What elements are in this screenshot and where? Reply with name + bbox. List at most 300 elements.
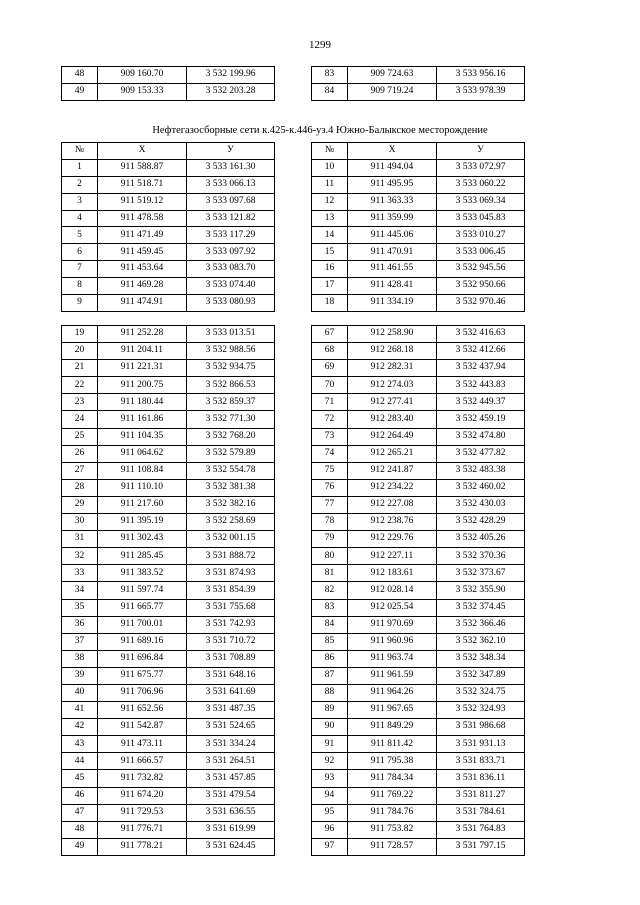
coordinate-y: 3 531 457.85 <box>187 770 275 787</box>
coordinate-y: 3 531 888.72 <box>187 548 275 565</box>
coordinate-x: 911 470.91 <box>348 244 437 261</box>
coordinate-y: 3 532 381.38 <box>187 479 275 496</box>
coordinate-x: 911 217.60 <box>98 496 187 513</box>
point-number: 23 <box>62 394 98 411</box>
point-number: 75 <box>312 462 348 479</box>
coordinate-y: 3 531 487.35 <box>187 702 275 719</box>
coordinate-y: 3 531 986.68 <box>437 719 525 736</box>
point-number: 14 <box>312 227 348 244</box>
table-row <box>312 295 525 312</box>
table-row <box>312 684 525 701</box>
table-row <box>312 326 525 343</box>
point-number: 20 <box>62 343 98 360</box>
table-row <box>312 377 525 394</box>
point-number: 83 <box>312 599 348 616</box>
table-row <box>62 445 275 462</box>
table-row <box>62 599 275 616</box>
coordinate-x: 912 028.14 <box>348 582 437 599</box>
coordinate-y: 3 532 449.37 <box>437 394 525 411</box>
point-number: 31 <box>62 531 98 548</box>
table-row <box>62 770 275 787</box>
table-row <box>312 176 525 193</box>
point-number: 86 <box>312 650 348 667</box>
coordinate-x: 911 769.22 <box>348 787 437 804</box>
point-number: 8 <box>62 278 98 295</box>
coordinate-x: 911 471.49 <box>98 227 187 244</box>
coordinate-x: 911 778.21 <box>98 838 187 855</box>
coordinates-table-left <box>61 142 275 312</box>
table-row <box>62 684 275 701</box>
coordinate-y: 3 531 636.55 <box>187 804 275 821</box>
coordinate-x: 912 227.11 <box>348 548 437 565</box>
coordinate-y: 3 532 477.82 <box>437 445 525 462</box>
point-number: 71 <box>312 394 348 411</box>
table-row <box>312 84 525 101</box>
coordinate-x: 911 728.57 <box>348 838 437 855</box>
top-right-table <box>311 66 525 101</box>
coordinate-y: 3 533 069.34 <box>437 193 525 210</box>
coordinate-x: 911 474.91 <box>98 295 187 312</box>
coordinate-x: 909 160.70 <box>98 67 187 84</box>
coordinate-x: 911 795.38 <box>348 753 437 770</box>
point-number: 1 <box>62 159 98 176</box>
coordinate-y: 3 531 784.61 <box>437 804 525 821</box>
point-number: 18 <box>312 295 348 312</box>
table-row <box>312 496 525 513</box>
point-number: 32 <box>62 548 98 565</box>
table-row <box>62 377 275 394</box>
coordinate-y: 3 532 373.67 <box>437 565 525 582</box>
table-row <box>62 227 275 244</box>
point-number: 6 <box>62 244 98 261</box>
coordinate-y: 3 531 334.24 <box>187 736 275 753</box>
column-header-x: X <box>98 143 187 160</box>
point-number: 95 <box>312 804 348 821</box>
coordinate-x: 911 495.95 <box>348 176 437 193</box>
point-number: 70 <box>312 377 348 394</box>
coordinate-y: 3 532 366.46 <box>437 616 525 633</box>
table-row <box>312 582 525 599</box>
point-number: 39 <box>62 667 98 684</box>
coordinate-y: 3 532 348.34 <box>437 650 525 667</box>
coordinate-x: 912 283.40 <box>348 411 437 428</box>
coordinate-x: 911 960.96 <box>348 633 437 650</box>
page-number: 1299 <box>309 39 331 51</box>
point-number: 47 <box>62 804 98 821</box>
coordinate-x: 911 428.41 <box>348 278 437 295</box>
coordinate-x: 911 689.16 <box>98 633 187 650</box>
point-number: 21 <box>62 360 98 377</box>
coordinate-y: 3 531 764.83 <box>437 821 525 838</box>
point-number: 19 <box>62 326 98 343</box>
coordinate-x: 911 453.64 <box>98 261 187 278</box>
column-header-y: У <box>437 143 525 160</box>
table-row <box>62 411 275 428</box>
table-row <box>62 244 275 261</box>
table-row <box>62 582 275 599</box>
point-number: 82 <box>312 582 348 599</box>
table-row <box>62 736 275 753</box>
table-row <box>62 193 275 210</box>
column-header-y: У <box>187 143 275 160</box>
coordinate-x: 909 153.33 <box>98 84 187 101</box>
table-row <box>62 360 275 377</box>
coordinate-x: 912 258.90 <box>348 326 437 343</box>
coordinate-y: 3 533 060.22 <box>437 176 525 193</box>
point-number: 7 <box>62 261 98 278</box>
point-number: 77 <box>312 496 348 513</box>
table-row <box>312 278 525 295</box>
coordinate-x: 911 961.59 <box>348 667 437 684</box>
coordinate-x: 911 849.29 <box>348 719 437 736</box>
point-number: 41 <box>62 702 98 719</box>
point-number: 67 <box>312 326 348 343</box>
coordinate-y: 3 533 010.27 <box>437 227 525 244</box>
coordinate-y: 3 532 483.38 <box>437 462 525 479</box>
point-number: 49 <box>62 838 98 855</box>
point-number: 27 <box>62 462 98 479</box>
point-number: 3 <box>62 193 98 210</box>
coordinate-y: 3 532 945.56 <box>437 261 525 278</box>
coordinate-x: 911 302.43 <box>98 531 187 548</box>
point-number: 24 <box>62 411 98 428</box>
point-number: 91 <box>312 736 348 753</box>
table-row <box>312 531 525 548</box>
coordinate-y: 3 532 934.75 <box>187 360 275 377</box>
coordinate-y: 3 531 710.72 <box>187 633 275 650</box>
table-row <box>62 278 275 295</box>
coordinate-x: 912 274.03 <box>348 377 437 394</box>
coordinate-x: 911 518.71 <box>98 176 187 193</box>
coordinate-y: 3 533 121.82 <box>187 210 275 227</box>
point-number: 33 <box>62 565 98 582</box>
point-number: 22 <box>62 377 98 394</box>
coordinate-y: 3 532 362.10 <box>437 633 525 650</box>
coordinate-x: 911 473.11 <box>98 736 187 753</box>
coordinate-y: 3 532 347.89 <box>437 667 525 684</box>
coordinate-y: 3 531 641.69 <box>187 684 275 701</box>
coordinate-x: 911 597.74 <box>98 582 187 599</box>
point-number: 87 <box>312 667 348 684</box>
table-row <box>312 210 525 227</box>
table-row <box>62 702 275 719</box>
table-row <box>312 394 525 411</box>
table-row <box>62 650 275 667</box>
table-row <box>312 479 525 496</box>
table-row <box>312 804 525 821</box>
coordinate-x: 911 252.28 <box>98 326 187 343</box>
coordinate-y: 3 531 874.93 <box>187 565 275 582</box>
point-number: 34 <box>62 582 98 599</box>
coordinate-x: 911 542.87 <box>98 719 187 736</box>
point-number: 72 <box>312 411 348 428</box>
table-row <box>62 176 275 193</box>
table-row <box>62 462 275 479</box>
point-number: 29 <box>62 496 98 513</box>
point-number: 42 <box>62 719 98 736</box>
coordinate-y: 3 532 988.56 <box>187 343 275 360</box>
coordinates-table-right <box>311 142 525 312</box>
coordinate-x: 911 666.57 <box>98 753 187 770</box>
coordinate-y: 3 532 374.45 <box>437 599 525 616</box>
table-row <box>62 295 275 312</box>
coordinate-x: 911 395.19 <box>98 514 187 531</box>
table-row <box>312 428 525 445</box>
point-number: 83 <box>312 67 348 84</box>
coordinate-y: 3 531 811.27 <box>437 787 525 804</box>
point-number: 93 <box>312 770 348 787</box>
coordinate-x: 911 445.06 <box>348 227 437 244</box>
coordinate-y: 3 532 859.37 <box>187 394 275 411</box>
table-row <box>62 753 275 770</box>
coordinate-y: 3 531 854.39 <box>187 582 275 599</box>
coordinate-y: 3 532 199.96 <box>187 67 275 84</box>
point-number: 43 <box>62 736 98 753</box>
coordinate-x: 909 724.63 <box>348 67 437 84</box>
coordinate-x: 911 469.28 <box>98 278 187 295</box>
coordinate-y: 3 532 970.46 <box>437 295 525 312</box>
coordinate-y: 3 532 866.53 <box>187 377 275 394</box>
point-number: 96 <box>312 821 348 838</box>
point-number: 84 <box>312 616 348 633</box>
coordinate-x: 911 753.82 <box>348 821 437 838</box>
table-row <box>62 210 275 227</box>
coordinate-y: 3 532 443.83 <box>437 377 525 394</box>
table-row <box>62 67 275 84</box>
table-row <box>312 193 525 210</box>
table-row <box>312 261 525 278</box>
coordinate-x: 911 967.65 <box>348 702 437 719</box>
coordinate-y: 3 533 097.68 <box>187 193 275 210</box>
coordinate-y: 3 533 074.40 <box>187 278 275 295</box>
coordinate-x: 911 729.53 <box>98 804 187 821</box>
section-title: Нефтегазосборные сети к.425-к.446-уз.4 Южно-Балыкское месторождение <box>152 125 488 136</box>
table-row <box>312 159 525 176</box>
coordinate-y: 3 532 382.16 <box>187 496 275 513</box>
table-row <box>312 227 525 244</box>
table-row <box>62 838 275 855</box>
coordinate-x: 911 285.45 <box>98 548 187 565</box>
point-number: 13 <box>312 210 348 227</box>
coordinate-x: 911 776.71 <box>98 821 187 838</box>
coordinate-x: 909 719.24 <box>348 84 437 101</box>
coordinate-y: 3 531 524.65 <box>187 719 275 736</box>
point-number: 49 <box>62 84 98 101</box>
point-number: 35 <box>62 599 98 616</box>
point-number: 5 <box>62 227 98 244</box>
point-number: 76 <box>312 479 348 496</box>
coordinate-x: 911 970.69 <box>348 616 437 633</box>
point-number: 25 <box>62 428 98 445</box>
column-header-number: № <box>312 143 348 160</box>
coordinate-y: 3 532 416.63 <box>437 326 525 343</box>
coordinate-y: 3 533 006.45 <box>437 244 525 261</box>
coordinate-x: 912 234.22 <box>348 479 437 496</box>
coordinate-y: 3 532 437.94 <box>437 360 525 377</box>
coordinate-x: 911 674.20 <box>98 787 187 804</box>
point-number: 85 <box>312 633 348 650</box>
coordinate-x: 911 811.42 <box>348 736 437 753</box>
point-number: 2 <box>62 176 98 193</box>
coordinate-x: 911 706.96 <box>98 684 187 701</box>
coordinate-y: 3 532 428.29 <box>437 514 525 531</box>
table-row <box>312 67 525 84</box>
point-number: 11 <box>312 176 348 193</box>
coordinate-x: 911 461.55 <box>348 261 437 278</box>
coordinate-y: 3 532 771.30 <box>187 411 275 428</box>
bottom-right-table <box>311 325 525 856</box>
coordinate-x: 911 359.99 <box>348 210 437 227</box>
coordinate-x: 911 732.82 <box>98 770 187 787</box>
coordinate-x: 911 104.35 <box>98 428 187 445</box>
point-number: 46 <box>62 787 98 804</box>
coordinate-x: 912 227.08 <box>348 496 437 513</box>
table-row <box>312 565 525 582</box>
table-row <box>62 343 275 360</box>
table-row <box>312 514 525 531</box>
coordinate-y: 3 532 554.78 <box>187 462 275 479</box>
coordinate-x: 911 519.12 <box>98 193 187 210</box>
coordinate-x: 911 110.10 <box>98 479 187 496</box>
point-number: 48 <box>62 67 98 84</box>
coordinate-x: 911 588.87 <box>98 159 187 176</box>
table-row <box>62 496 275 513</box>
coordinate-y: 3 532 324.75 <box>437 684 525 701</box>
coordinate-y: 3 533 956.16 <box>437 67 525 84</box>
point-number: 88 <box>312 684 348 701</box>
table-row <box>312 702 525 719</box>
coordinate-y: 3 532 768.20 <box>187 428 275 445</box>
point-number: 26 <box>62 445 98 462</box>
point-number: 10 <box>312 159 348 176</box>
table-row <box>62 394 275 411</box>
table-row <box>312 821 525 838</box>
table-row <box>312 599 525 616</box>
table-row <box>62 804 275 821</box>
coordinate-y: 3 533 045.83 <box>437 210 525 227</box>
point-number: 17 <box>312 278 348 295</box>
coordinate-y: 3 533 117.29 <box>187 227 275 244</box>
point-number: 92 <box>312 753 348 770</box>
table-row <box>312 838 525 855</box>
point-number: 38 <box>62 650 98 667</box>
coordinate-y: 3 532 258.69 <box>187 514 275 531</box>
point-number: 40 <box>62 684 98 701</box>
coordinate-x: 911 784.76 <box>348 804 437 821</box>
table-row <box>62 548 275 565</box>
coordinate-x: 911 665.77 <box>98 599 187 616</box>
coordinate-y: 3 532 405.26 <box>437 531 525 548</box>
coordinate-x: 911 204.11 <box>98 343 187 360</box>
top-left-table <box>61 66 275 101</box>
point-number: 90 <box>312 719 348 736</box>
table-row <box>62 261 275 278</box>
coordinate-y: 3 531 619.99 <box>187 821 275 838</box>
coordinate-x: 911 478.58 <box>98 210 187 227</box>
coordinate-y: 3 531 708.89 <box>187 650 275 667</box>
coordinate-y: 3 531 479.54 <box>187 787 275 804</box>
coordinate-y: 3 533 072.97 <box>437 159 525 176</box>
table-row <box>62 326 275 343</box>
coordinate-y: 3 533 013.51 <box>187 326 275 343</box>
coordinate-x: 911 108.84 <box>98 462 187 479</box>
table-row <box>312 787 525 804</box>
point-number: 84 <box>312 84 348 101</box>
bottom-left-table <box>61 325 275 856</box>
table-row <box>312 736 525 753</box>
coordinate-y: 3 533 978.39 <box>437 84 525 101</box>
table-row <box>312 719 525 736</box>
coordinate-x: 912 229.76 <box>348 531 437 548</box>
coordinate-y: 3 531 264.51 <box>187 753 275 770</box>
coordinate-y: 3 532 355.90 <box>437 582 525 599</box>
table-row <box>62 719 275 736</box>
coordinate-x: 911 963.74 <box>348 650 437 667</box>
coordinate-x: 912 238.76 <box>348 514 437 531</box>
column-header-number: № <box>62 143 98 160</box>
table-row <box>62 633 275 650</box>
coordinate-y: 3 533 080.93 <box>187 295 275 312</box>
coordinate-x: 911 200.75 <box>98 377 187 394</box>
coordinate-y: 3 532 203.28 <box>187 84 275 101</box>
point-number: 69 <box>312 360 348 377</box>
table-row <box>312 633 525 650</box>
coordinate-x: 911 964.26 <box>348 684 437 701</box>
table-row <box>62 428 275 445</box>
point-number: 15 <box>312 244 348 261</box>
table-row <box>62 787 275 804</box>
coordinate-x: 911 696.84 <box>98 650 187 667</box>
coordinate-y: 3 531 931.13 <box>437 736 525 753</box>
point-number: 9 <box>62 295 98 312</box>
coordinate-y: 3 533 066.13 <box>187 176 275 193</box>
coordinate-y: 3 533 161.30 <box>187 159 275 176</box>
coordinate-x: 911 675.77 <box>98 667 187 684</box>
coordinate-x: 911 459.45 <box>98 244 187 261</box>
table-row <box>312 650 525 667</box>
table-row <box>312 360 525 377</box>
table-row <box>62 84 275 101</box>
point-number: 28 <box>62 479 98 496</box>
point-number: 37 <box>62 633 98 650</box>
coordinate-x: 911 383.52 <box>98 565 187 582</box>
table-row <box>312 462 525 479</box>
point-number: 79 <box>312 531 348 548</box>
coordinate-y: 3 532 324.93 <box>437 702 525 719</box>
point-number: 80 <box>312 548 348 565</box>
table-row <box>312 445 525 462</box>
table-row <box>62 159 275 176</box>
coordinate-y: 3 532 370.36 <box>437 548 525 565</box>
coordinate-x: 911 221.31 <box>98 360 187 377</box>
coordinate-x: 911 064.62 <box>98 445 187 462</box>
coordinate-x: 912 282.31 <box>348 360 437 377</box>
table-row <box>312 244 525 261</box>
coordinate-y: 3 532 460.02 <box>437 479 525 496</box>
coordinate-y: 3 531 742.93 <box>187 616 275 633</box>
point-number: 45 <box>62 770 98 787</box>
point-number: 94 <box>312 787 348 804</box>
coordinate-x: 911 784.34 <box>348 770 437 787</box>
table-row <box>312 667 525 684</box>
table-row <box>62 667 275 684</box>
coordinate-y: 3 531 624.45 <box>187 838 275 855</box>
table-row <box>62 514 275 531</box>
coordinate-x: 911 363.33 <box>348 193 437 210</box>
header-row <box>62 143 275 160</box>
coordinate-x: 911 161.86 <box>98 411 187 428</box>
table-row <box>312 548 525 565</box>
